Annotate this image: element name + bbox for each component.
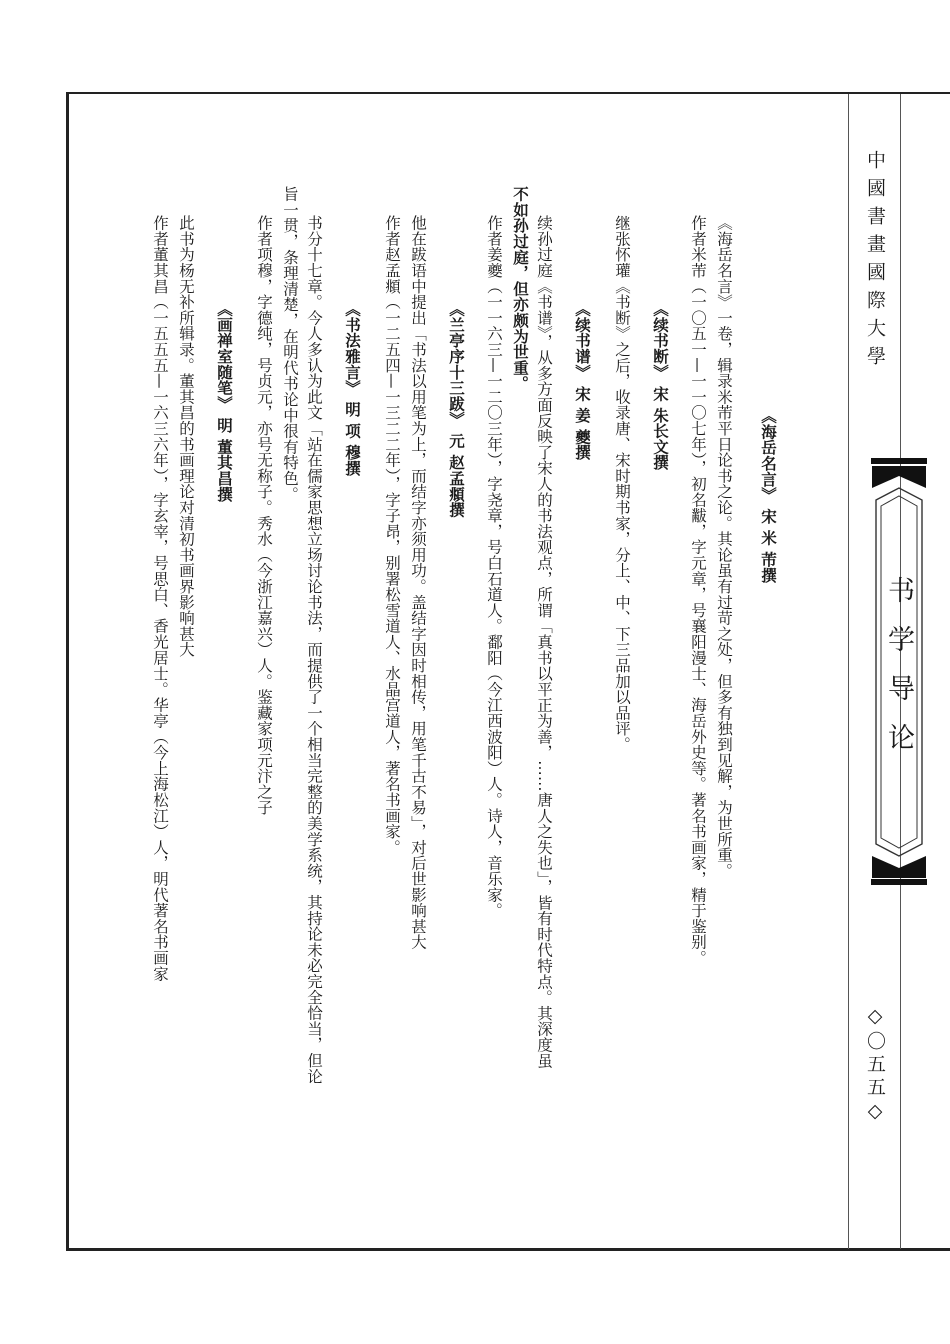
section-heading-xushuduan: 《续书断》 宋 朱长文撰 bbox=[651, 301, 669, 471]
section-heading-lanting: 《兰亭序十三跋》 元 赵孟頫撰 bbox=[447, 301, 465, 518]
text-column: 继张怀瓘《书断》之后，收录唐、宋时期书家，分上、中、下三品加以品评。 bbox=[613, 215, 631, 753]
text-column: 不如孙过庭，但亦颇为世重。 bbox=[511, 186, 529, 392]
text-column: 作者赵孟頫（一二五四—一三二二年），字子昂，别署松雪道人、水晶宫道人，著名书画家。 bbox=[383, 215, 401, 856]
sidebar-divider-left bbox=[848, 94, 849, 1249]
section-heading-xushupu: 《续书谱》 宋 姜 夔撰 bbox=[573, 301, 591, 461]
text-column: 作者姜夔（一一六三—一二〇三年），字尧章，号白石道人。鄱阳（今江西波阳）人。诗人，音乐家。 bbox=[485, 215, 503, 919]
text-column: 作者项穆，字德纯，号贞元，亦号无称子。秀水（今浙江嘉兴）人。鉴藏家项元汴之子 bbox=[255, 215, 273, 816]
page-number: ◇〇五五◇ bbox=[864, 1005, 886, 1126]
banner-bottom-bar bbox=[871, 879, 927, 885]
frame-left-border bbox=[66, 92, 69, 1251]
section-heading-shufayayan: 《书法雅言》 明 项 穆撰 bbox=[343, 301, 361, 477]
text-column: 作者米芾（一〇五一—一一〇七年），初名黻，字元章，号襄阳漫士、海岳外史等。著名书画家，精于鉴别。 bbox=[689, 215, 707, 966]
text-column: 书分十七章。今人多认为此文「站在儒家思想立场讨论书法，而提供了一个相当完整的美学系统，其持论未必完全恰当，但论 bbox=[305, 215, 323, 1084]
banner-top-bar bbox=[871, 458, 927, 464]
text-column: 旨一贯，条理清楚，在明代书论中很有特色。 bbox=[281, 186, 299, 502]
text-column: 作者董其昌（一五五五—一六三六年），字玄宰，号思白、香光居士。华亭（今上海松江）人，明代著名书画家 bbox=[151, 215, 169, 982]
frame-bottom-border bbox=[66, 1248, 950, 1251]
section-heading-haiyue: 《海岳名言》 宋 米 芾撰 bbox=[759, 408, 777, 584]
text-column: 《海岳名言》一卷，辑录米芾平日论书之论。其论虽有过苛之处，但多有独到见解，为世所重。 bbox=[715, 215, 733, 879]
university-name: 中國書畫國際大學 bbox=[864, 150, 886, 374]
text-column: 他在跋语中提出「书法以用笔为上，而结字亦须用功。盖结字因时相传，用笔千古不易」，对后世影响甚大 bbox=[409, 215, 427, 950]
section-heading-huachanshi: 《画禅室随笔》 明 董其昌撰 bbox=[215, 301, 233, 502]
frame-top-border bbox=[66, 92, 950, 94]
book-title: 书学导论 bbox=[883, 576, 914, 772]
text-column: 此书为杨无补所辑录。董其昌的书画理论对清初书画界影响甚大 bbox=[177, 215, 195, 658]
text-column: 续孙过庭《书谱》，从多方面反映了宋人的书法观点，所谓「真书以平正为善，……唐人之失也」，皆有时代特点。其深度虽 bbox=[535, 215, 553, 1069]
